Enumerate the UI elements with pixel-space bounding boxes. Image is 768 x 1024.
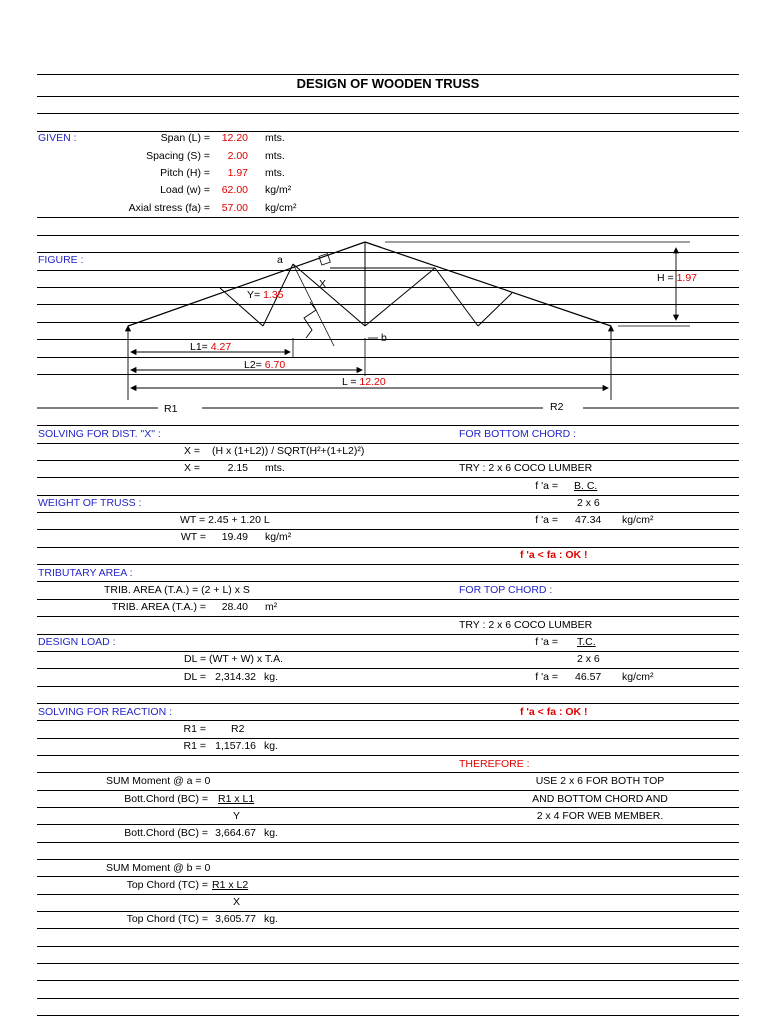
x-eq-formula: (H x (1+L2)) / SQRT(H²+(1+L2)²) — [212, 445, 365, 457]
trib-heading: TRIBUTARY AREA : — [38, 567, 133, 579]
reaction-eq-label: R1 = — [183, 723, 206, 735]
tc-res-label: Top Chord (TC) = — [126, 913, 208, 925]
given-value: 12.20 — [221, 132, 248, 144]
given-value: 57.00 — [221, 202, 248, 214]
page-title: DESIGN OF WOODEN TRUSS — [296, 76, 480, 91]
bc-res-label: Bott.Chord (BC) = — [124, 827, 208, 839]
tc-fa-label2: f 'a = — [535, 671, 558, 683]
tc-res-value: 3,605.77 — [215, 913, 256, 925]
tc-numerator: R1 x L2 — [212, 879, 249, 891]
bc-numerator: R1 x L1 — [218, 793, 255, 805]
design-load-heading: DESIGN LOAD : — [38, 636, 116, 648]
solve-x-heading: SOLVING FOR DIST. "X" : — [38, 428, 161, 440]
label-x: X — [319, 278, 327, 290]
bc-denominator: Y — [233, 810, 241, 822]
bc-fa-unit: kg/cm² — [622, 514, 654, 526]
x-res-unit: mts. — [265, 462, 285, 474]
given-value: 62.00 — [221, 184, 248, 196]
given-label: Pitch (H) = — [160, 167, 210, 179]
moment-a-line: SUM Moment @ a = 0 — [106, 775, 211, 787]
reaction-res-unit: kg. — [264, 740, 279, 752]
given-label: Spacing (S) = — [146, 150, 210, 162]
trib-eq: TRIB. AREA (T.A.) = (2 + L) x S — [104, 584, 250, 596]
reaction-res-value: 1,157.16 — [215, 740, 256, 752]
weight-res-unit: kg/m² — [265, 531, 292, 543]
therefore-heading: THEREFORE : — [459, 758, 530, 770]
reaction-eq-value: R2 — [231, 723, 245, 735]
tc-label: Top Chord (TC) = — [126, 879, 208, 891]
given-value: 1.97 — [227, 167, 248, 179]
l2-label: L2= 6.70 — [244, 359, 286, 371]
given-label: Span (L) = — [160, 132, 210, 144]
tc-res-unit: kg. — [264, 913, 279, 925]
trib-res-value: 28.40 — [221, 601, 248, 613]
weight-eq: WT = 2.45 + 1.20 L — [180, 514, 270, 526]
tc-fa-unit: kg/cm² — [622, 671, 654, 683]
tc-try: TRY : 2 x 6 COCO LUMBER — [459, 619, 593, 631]
bc-label: Bott.Chord (BC) = — [124, 793, 208, 805]
l1-label: L1= 4.27 — [190, 341, 232, 353]
bc-fa-label1: f 'a = — [535, 480, 558, 492]
bc-res-unit: kg. — [264, 827, 279, 839]
x-eq-label: X = — [183, 445, 200, 457]
top-chord-right — [365, 242, 611, 326]
top-chord-left — [128, 242, 365, 326]
given-unit: kg/m² — [265, 184, 292, 196]
given-unit: kg/cm² — [265, 202, 297, 214]
tc-fa-value: 46.57 — [575, 671, 602, 683]
weight-res-value: 19.49 — [221, 531, 248, 543]
given-unit: mts. — [265, 150, 285, 162]
moment-b-line: SUM Moment @ b = 0 — [106, 862, 211, 874]
bc-fa-label2: f 'a = — [535, 514, 558, 526]
reaction-res-label: R1 = — [183, 740, 206, 752]
tc-fa-label1: f 'a = — [535, 636, 558, 648]
top-chord-heading: FOR TOP CHORD : — [459, 584, 553, 596]
r1-label: R1 — [164, 403, 178, 415]
trib-res-unit: m² — [265, 601, 278, 613]
l-label: L = 12.20 — [342, 376, 386, 388]
label-b: b — [381, 332, 387, 344]
weight-heading: WEIGHT OF TRUSS : — [38, 497, 142, 509]
therefore-line: AND BOTTOM CHORD AND — [532, 793, 668, 805]
dl-eq: DL = (WT + W) x T.A. — [184, 653, 283, 665]
figure-heading: FIGURE : — [38, 254, 84, 266]
y-break-symbol — [304, 302, 316, 338]
bc-size: 2 x 6 — [577, 497, 600, 509]
bc-check: f 'a < fa : OK ! — [520, 549, 588, 561]
tc-check: f 'a < fa : OK ! — [520, 706, 588, 718]
tc-denominator: X — [233, 896, 241, 908]
bc-try: TRY : 2 x 6 COCO LUMBER — [459, 462, 593, 474]
given-unit: mts. — [265, 167, 285, 179]
h-label: H = 1.97 — [657, 272, 697, 284]
x-res-value: 2.15 — [227, 462, 248, 474]
dl-res-label: DL = — [183, 671, 206, 683]
x-res-label: X = — [183, 462, 200, 474]
weight-res-label: WT = — [180, 531, 206, 543]
x-dimension-line — [293, 264, 334, 346]
tc-fa-name: T.C. — [577, 636, 596, 648]
therefore-line: USE 2 x 6 FOR BOTH TOP — [535, 775, 665, 787]
reaction-heading: SOLVING FOR REACTION : — [38, 706, 172, 718]
web-members — [220, 242, 512, 326]
bc-fa-value: 47.34 — [575, 514, 602, 526]
bc-res-value: 3,664.67 — [215, 827, 256, 839]
tc-size: 2 x 6 — [577, 653, 600, 665]
dl-res-value: 2,314.32 — [215, 671, 256, 683]
trib-res-label: TRIB. AREA (T.A.) = — [111, 601, 206, 613]
given-unit: mts. — [265, 132, 285, 144]
bc-fa-name: B. C. — [574, 480, 598, 492]
given-label: Axial stress (fa) = — [128, 202, 210, 214]
bottom-chord-heading: FOR BOTTOM CHORD : — [459, 428, 577, 440]
given-heading: GIVEN : — [38, 132, 77, 144]
y-label: Y= 1.35 — [247, 289, 284, 301]
given-label: Load (w) = — [160, 184, 210, 196]
r2-label: R2 — [550, 401, 564, 413]
therefore-line: 2 x 4 FOR WEB MEMBER. — [536, 810, 664, 822]
given-value: 2.00 — [227, 150, 248, 162]
dl-res-unit: kg. — [264, 671, 279, 683]
label-a: a — [277, 254, 283, 266]
